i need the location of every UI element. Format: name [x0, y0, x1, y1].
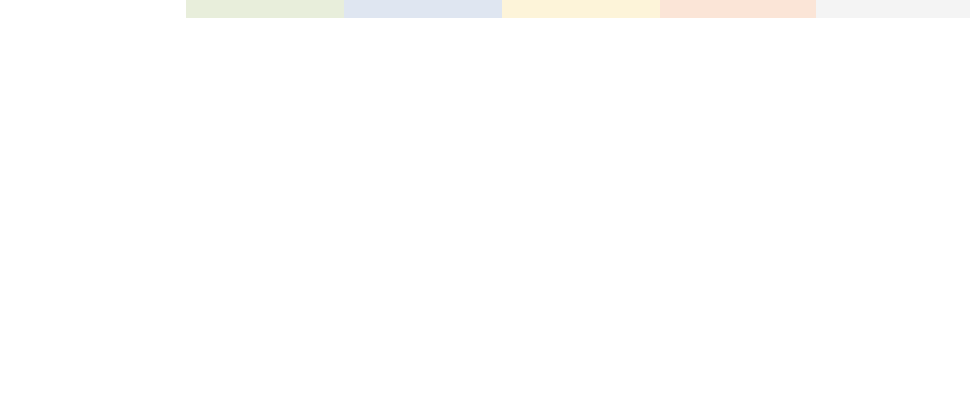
- tier-4-header: [660, 0, 816, 18]
- tier-1-header: [186, 0, 344, 18]
- tier-3-header: [502, 0, 660, 18]
- tier-2-header: [344, 0, 502, 18]
- tier-5-header: [816, 0, 970, 18]
- header-blank: [0, 0, 186, 18]
- tier-header-row: [0, 0, 970, 18]
